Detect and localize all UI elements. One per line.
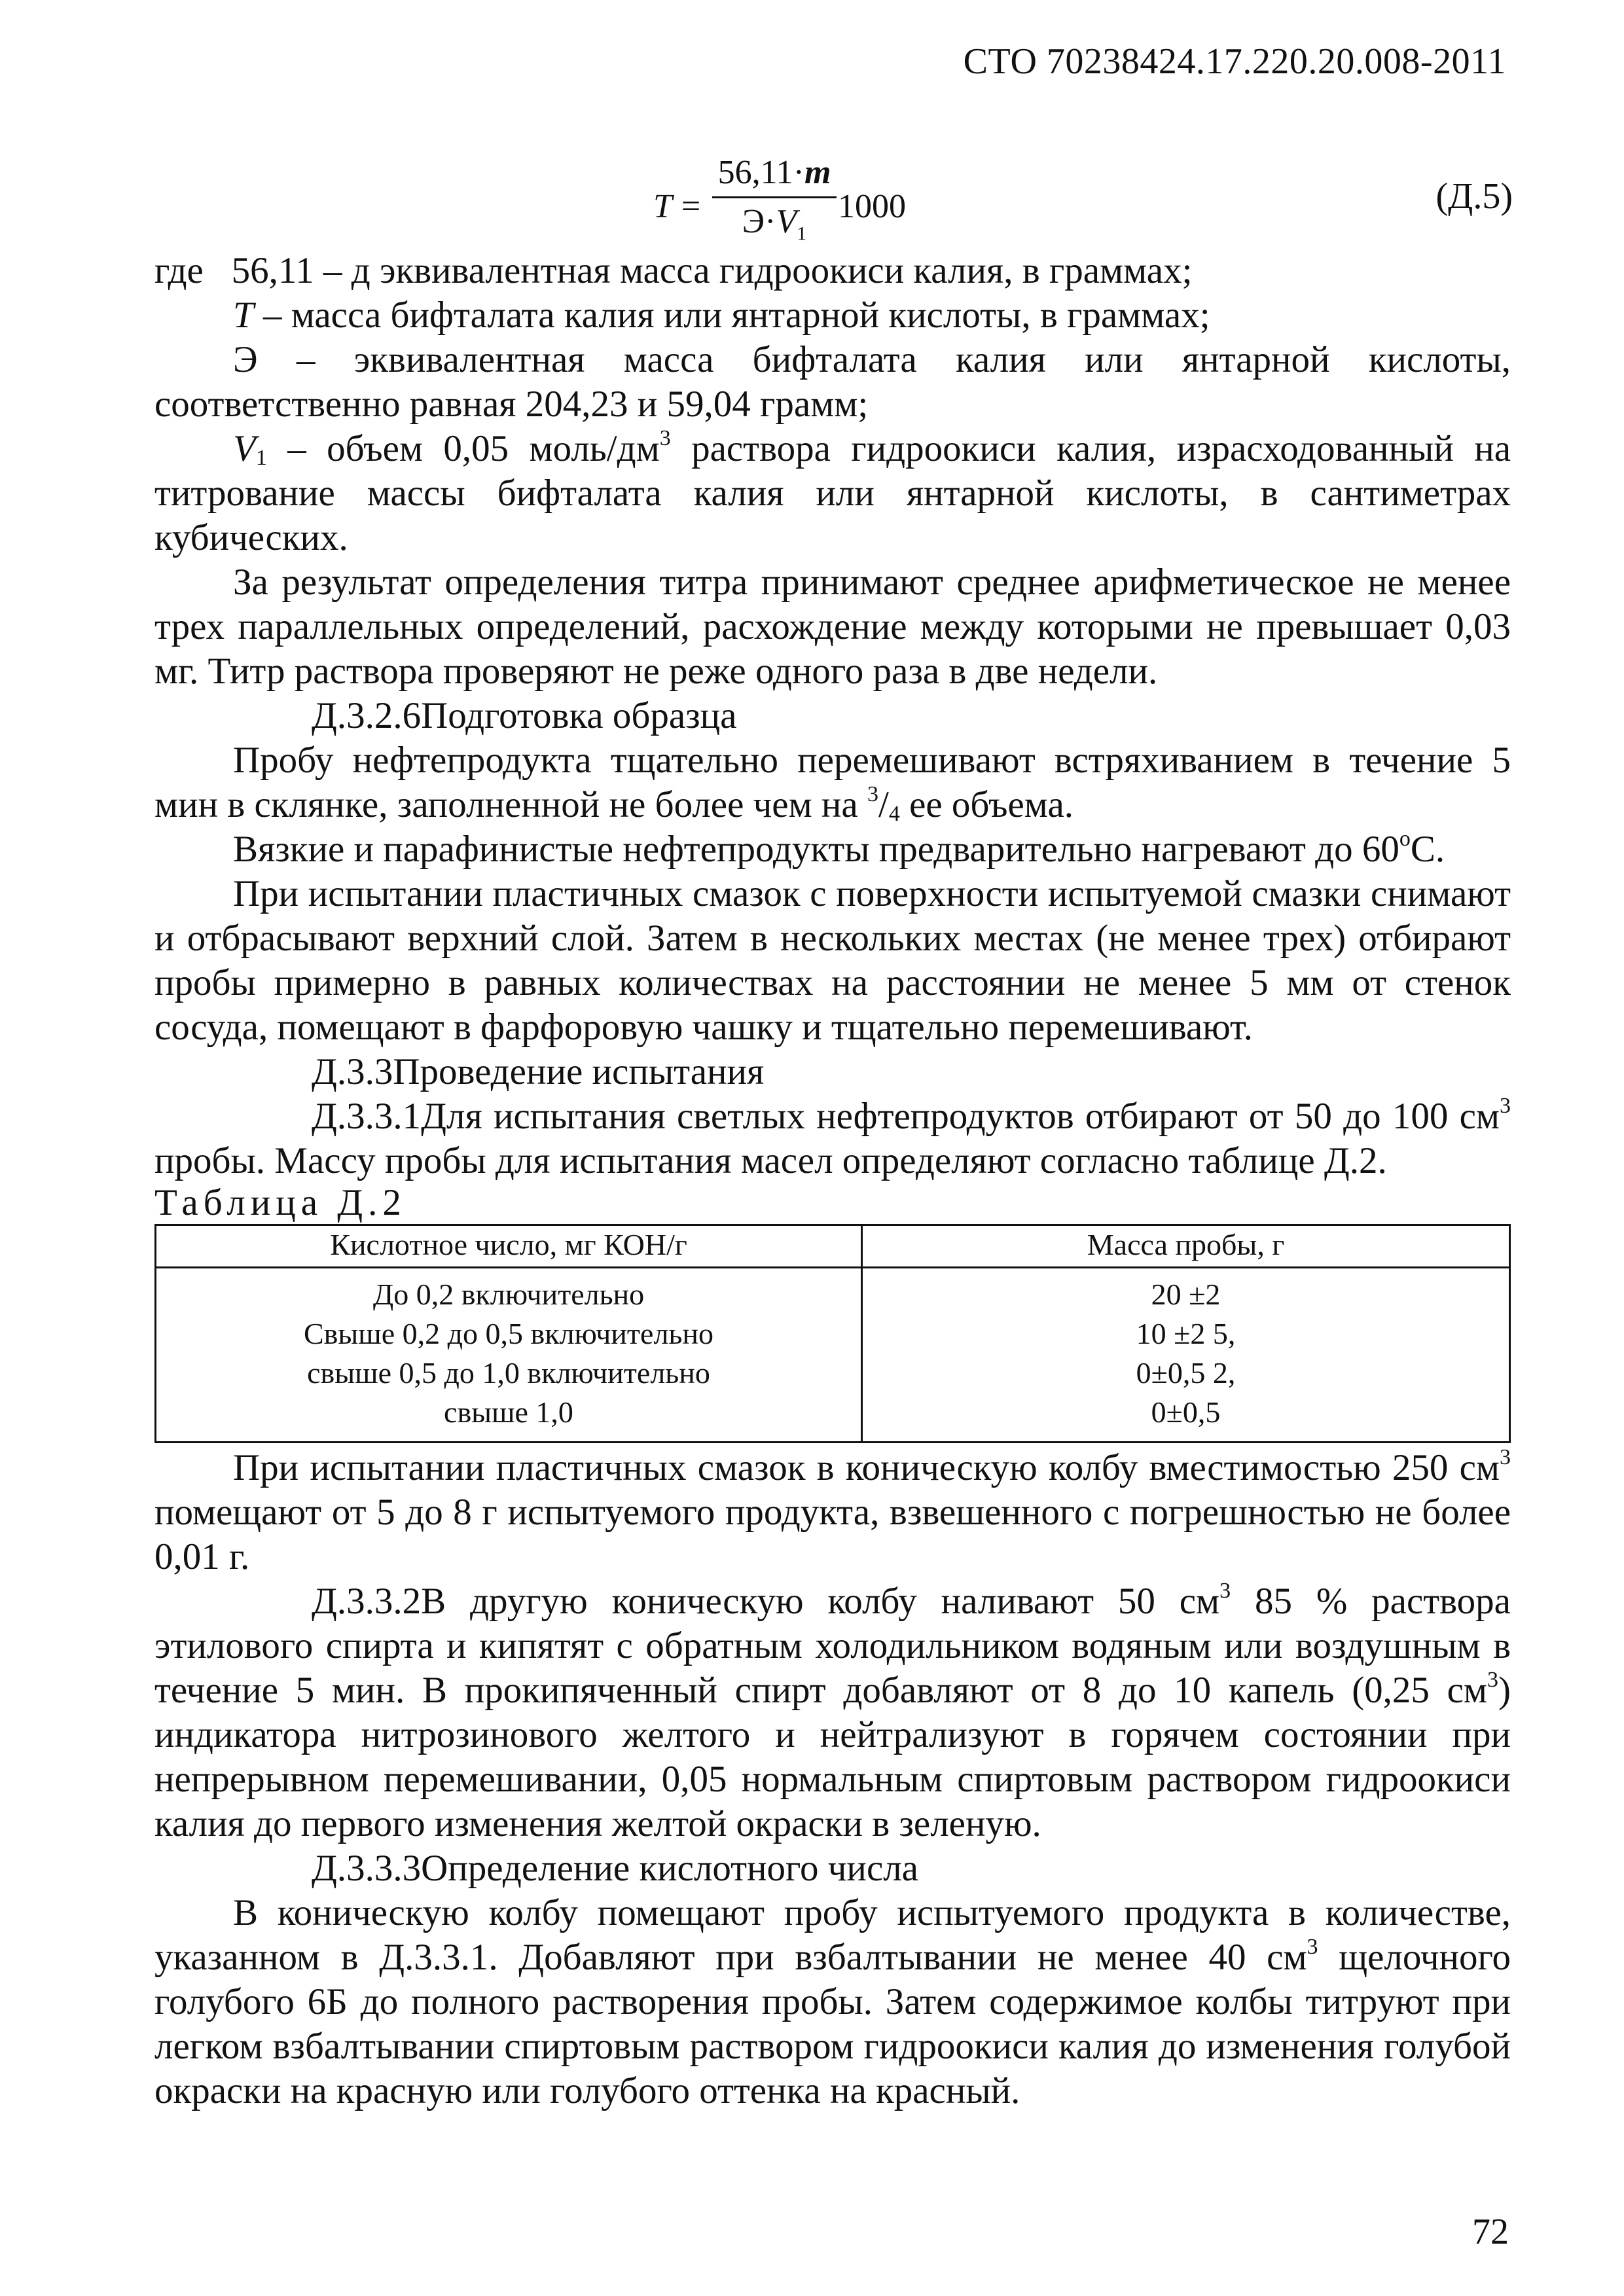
table-cell: 20 ±2 bbox=[862, 1268, 1510, 1315]
paragraph-text-a: В коническую колбу помещают пробу испытуемого продукта в количестве, указанном в Д.3.3.1. Добавляют при взбалтывании не менее 40 см bbox=[154, 1892, 1511, 1978]
formula-den-sub: 1 bbox=[797, 223, 807, 245]
section-d-3-3-2 bbox=[154, 1579, 1511, 1846]
table-row bbox=[156, 1314, 1510, 1354]
superscript: 3 bbox=[1500, 1094, 1511, 1118]
formula-denominator bbox=[712, 201, 837, 243]
table-row bbox=[156, 1393, 1510, 1443]
formula-lhs-symbol: T bbox=[653, 188, 672, 225]
where-line-3: Э – эквивалентная масса бифталата калия или янтарной кислоты, соответственно равная 204,23 и 59,04 грамм; bbox=[154, 339, 1511, 425]
symbol-V-sub: 1 bbox=[255, 446, 267, 470]
where-line-2-text: – масса бифталата калия или янтарной кислоты, в граммах; bbox=[253, 295, 1210, 336]
paragraph-text-b: щелочного голубого 6Б до полного растворения пробы. Затем содержимое колбы титруют при легком взбалтывании спиртовым раствором гидроокиси калия до изменения голубой окраски на красную или голубого оттенка на красный. bbox=[154, 1937, 1511, 2111]
table-cell: До 0,2 включительно bbox=[156, 1268, 862, 1315]
table-cell: свыше 0,5 до 1,0 включительно bbox=[156, 1354, 862, 1393]
formula-num-const: 56,11· bbox=[717, 154, 804, 191]
section-text-b: пробы. Массу пробы для испытания масел определяют согласно таблице Д.2. bbox=[154, 1140, 1387, 1181]
table-header-cell: Кислотное число, мг КОН/г bbox=[156, 1225, 862, 1268]
symbol-V: V bbox=[233, 428, 256, 469]
superscript: 3 bbox=[659, 426, 671, 450]
degree-sign: о bbox=[1399, 827, 1411, 851]
formula-den-var: V bbox=[776, 203, 797, 240]
paragraph-viscous-text-a: Вязкие и парафинистые нефтепродукты предварительно нагревают до 60 bbox=[233, 829, 1399, 870]
formula-numerator bbox=[712, 152, 837, 194]
formula-num-var: m bbox=[804, 154, 831, 191]
section-text-b: 85 % раствора этилового спирта и кипятят с обратным холодильником водяным или воздушным в течение 5 мин. В прокипяченный спирт добавляют от 8 до 10 капель (0,25 см bbox=[154, 1581, 1511, 1711]
section-d-3-3 bbox=[154, 1050, 1511, 1094]
paragraph-grease: При испытании пластичных смазок с поверхности испытуемой смазки снимают и отбрасывают верхний слой. Затем в нескольких местах (не менее трех) отбирают пробы примерно в равных количествах на расстоянии не менее 5 мм от стенок сосуда, помещают в фарфоровую чашку и тщательно перемешивают. bbox=[154, 873, 1511, 1048]
table-row bbox=[156, 1268, 1510, 1315]
table-cell: Свыше 0,2 до 0,5 включительно bbox=[156, 1314, 862, 1354]
fraction-numerator: 3 bbox=[867, 782, 878, 806]
section-d-3-2-6 bbox=[154, 694, 1511, 738]
where-line-1: где 56,11 – д эквивалентная масса гидроокиси калия, в граммах; bbox=[154, 250, 1193, 291]
section-number: Д.3.3.3 bbox=[312, 1848, 422, 1889]
document-code: СТО 70238424.17.220.20.008-2011 bbox=[963, 41, 1506, 82]
formula-multiplier: 1000 bbox=[838, 188, 906, 225]
paragraph-final bbox=[154, 1891, 1511, 2113]
section-d-3-3-1 bbox=[154, 1094, 1511, 1183]
formula-den-const: Э· bbox=[742, 203, 776, 240]
table-header-row bbox=[156, 1225, 1510, 1268]
table-title: Таблица Д.2 bbox=[154, 1182, 406, 1223]
section-number: Д.3.2.6 bbox=[312, 695, 422, 736]
superscript: 3 bbox=[1500, 1445, 1511, 1469]
table-cell: 0±0,5 2, bbox=[862, 1354, 1510, 1393]
paragraph-sample-text-b: ее объема. bbox=[899, 784, 1074, 825]
table-cell: свыше 1,0 bbox=[156, 1393, 862, 1443]
paragraph-sample: Пробу нефтепродукта тщательно перемешивают встряхиванием в течение 5 мин в склянке, заполненной не более чем на $^3/_4$ ее объема. bbox=[154, 740, 1511, 826]
section-title: Проведение испытания bbox=[393, 1051, 765, 1092]
paragraph-viscous-text-b: С. bbox=[1410, 829, 1445, 870]
section-number: Д.3.3.1 bbox=[312, 1096, 422, 1137]
table-row bbox=[156, 1354, 1510, 1393]
section-text-a: В другую коническую колбу наливают 50 см bbox=[421, 1581, 1220, 1622]
paragraph-sample-text-a: Пробу нефтепродукта тщательно перемешивают встряхиванием в течение 5 мин в склянке, заполненной не более чем на bbox=[154, 740, 1511, 825]
formula-equals: = bbox=[681, 188, 701, 225]
formula-fraction bbox=[712, 152, 837, 243]
page-number: 72 bbox=[1472, 2212, 1509, 2252]
section-text-a: Для испытания светлых нефтепродуктов отбирают от 50 до 100 см bbox=[421, 1096, 1500, 1137]
table-cell: 10 ±2 5, bbox=[862, 1314, 1510, 1354]
data-table bbox=[154, 1224, 1511, 1443]
superscript: 3 bbox=[1307, 1935, 1318, 1959]
section-title: Определение кислотного числа bbox=[421, 1848, 918, 1889]
paragraph-grease-flask bbox=[154, 1446, 1511, 1579]
section-d-3-3-3 bbox=[154, 1846, 1511, 1891]
superscript: 3 bbox=[1487, 1668, 1499, 1692]
superscript: 3 bbox=[1219, 1579, 1231, 1603]
body-text bbox=[154, 249, 1511, 2113]
section-number: Д.3.3.2 bbox=[312, 1581, 422, 1622]
paragraph-text-b: помещают от 5 до 8 г испытуемого продукта, взвешенного с погрешностью не более 0,01 г. bbox=[154, 1492, 1511, 1577]
paragraph-text-a: При испытании пластичных смазок в коническую колбу вместимостью 250 см bbox=[233, 1447, 1500, 1488]
table-cell: 0±0,5 bbox=[862, 1393, 1510, 1443]
paragraph-titer: За результат определения титра принимают среднее арифметическое не менее трех параллельных определений, расхождение между которыми не превышает 0,03 мг. Титр раствора проверяют не реже одного раза в две недели. bbox=[154, 562, 1511, 692]
where-line-4-text-b: раствора гидроокиси калия, израсходованный на титрование массы бифталата калия или янтарной кислоты, в сантиметрах кубических. bbox=[154, 428, 1511, 558]
section-text-c: ) индикатора нитрозинового желтого и нейтрализуют в горячем состоянии при непрерывном перемешивании, 0,05 нормальным спиртовым раствором гидроокиси калия до первого изменения желтой окраски в зеленую. bbox=[154, 1670, 1511, 1844]
section-number: Д.3.3 bbox=[312, 1051, 393, 1092]
where-line-2 bbox=[154, 293, 1511, 338]
symbol-T: T bbox=[233, 295, 254, 336]
paragraph-viscous bbox=[154, 827, 1511, 872]
where-line-4 bbox=[154, 427, 1511, 560]
where-line-4-text-a: – объем 0,05 моль/дм bbox=[266, 428, 660, 469]
formula-lhs bbox=[653, 187, 700, 226]
table-header-cell: Масса пробы, г bbox=[862, 1225, 1510, 1268]
formula-number: (Д.5) bbox=[1435, 176, 1513, 217]
fraction-denominator: 4 bbox=[888, 802, 900, 826]
section-title: Подготовка образца bbox=[421, 695, 737, 736]
fraction-bar bbox=[712, 196, 837, 198]
